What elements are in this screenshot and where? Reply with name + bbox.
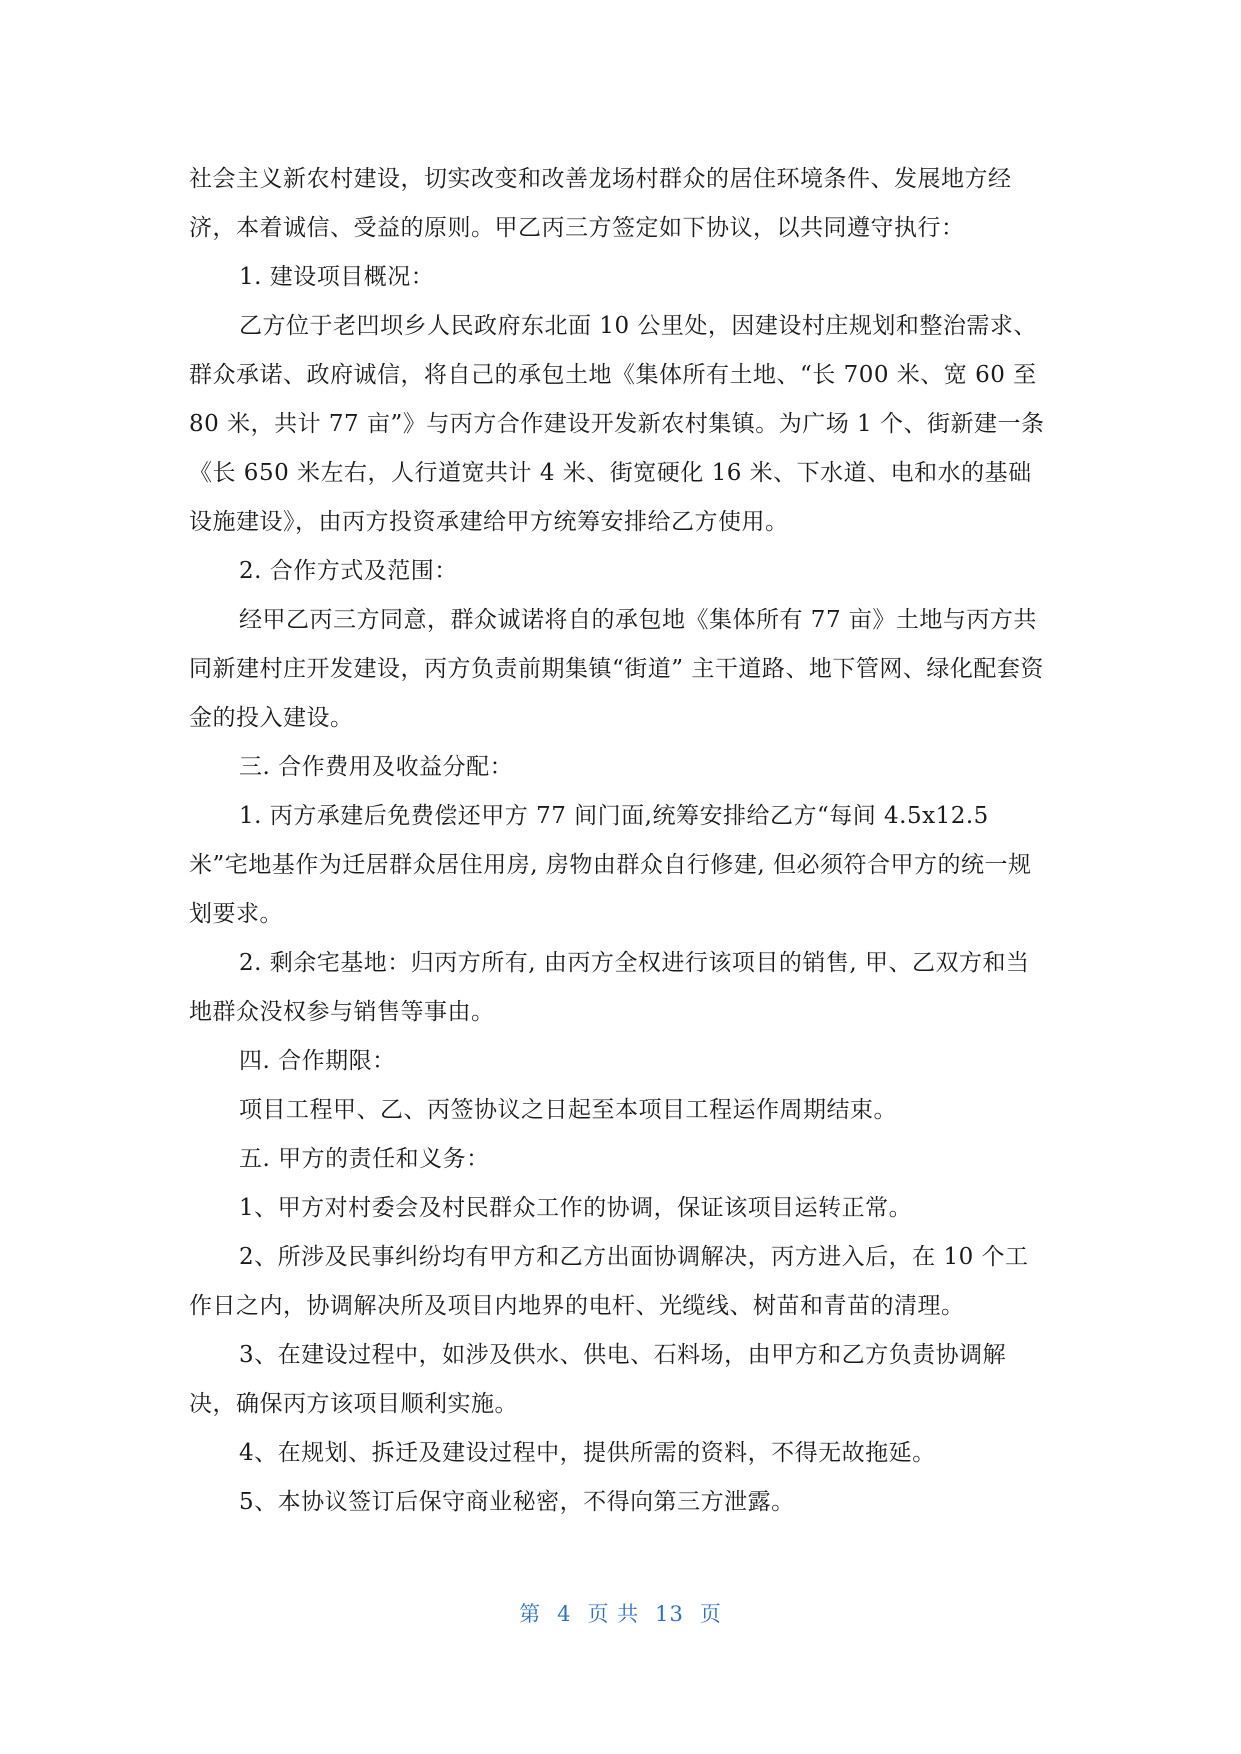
page-label-middle: 页 共 (587, 1602, 640, 1626)
paragraph: 乙方位于老凹坝乡人民政府东北面 10 公里处，因建设村庄规划和整治需求、群众承诺、政府诚信，将自己的承包土地《集体所有土地、“长 700 米、宽 60 至 80 米，共计 77 亩”》与丙方合作建设开发新农村集镇。为广场 1 个、街新建一条《长 650 米左右，人行道宽共计 4 米、街宽硬化 16 米、下水道、电和水的基础设施建设》，由丙方投资承建给甲方统筹安排给乙方使用。 (189, 313, 1045, 535)
total-pages-number: 13 (655, 1602, 684, 1626)
paragraph: 2. 剩余宅基地：归丙方所有, 由丙方全权进行该项目的销售, 甲、乙双方和当地群众没权参与销售等事由。 (189, 950, 1030, 1025)
list-item: 2、所涉及民事纠纷均有甲方和乙方出面协调解决，丙方进入后，在 10 个工作日之内，协调解决所及项目内地界的电杆、光缆线、树苗和青苗的清理。 (189, 1244, 1029, 1319)
section-heading: 五. 甲方的责任和义务： (239, 1146, 490, 1172)
list-item: 1、甲方对村委会及村民群众工作的协调，保证该项目运转正常。 (239, 1195, 913, 1221)
section-heading: 四. 合作期限： (239, 1048, 396, 1074)
list-item: 3、在建设过程中，如涉及供水、供电、石料场，由甲方和乙方负责协调解决，确保丙方该项目顺利实施。 (189, 1342, 1007, 1417)
paragraph: 项目工程甲、乙、丙签协议之日起至本项目工程运作周期结束。 (239, 1097, 897, 1123)
list-item: 5、本协议签订后保守商业秘密，不得向第三方泄露。 (239, 1489, 795, 1515)
section-heading: 2. 合作方式及范围： (239, 558, 458, 584)
paragraph: 经甲乙丙三方同意，群众诚诺将自的承包地《集体所有 77 亩》土地与丙方共同新建村庄开发建设，丙方负责前期集镇“街道” 主干道路、地下管网、绿化配套资金的投入建设。 (189, 607, 1044, 731)
page-number-footer (0, 1598, 1241, 1628)
list-item: 4、在规划、拆迁及建设过程中，提供所需的资料，不得无故拖延。 (239, 1440, 936, 1466)
page-label-prefix: 第 (519, 1602, 542, 1626)
section-heading: 三. 合作费用及收益分配： (239, 754, 514, 780)
paragraph: 1. 丙方承建后免费偿还甲方 77 间门面,统筹安排给乙方“每间 4.5x12.5 米”宅地基作为迁居群众居住用房, 房物由群众自行修建, 但必须符合甲方的统一规划要求。 (189, 803, 1032, 927)
document-body (189, 155, 1049, 1527)
page-label-suffix: 页 (699, 1602, 722, 1626)
current-page-number: 4 (557, 1602, 572, 1626)
paragraph: 社会主义新农村建设，切实改变和改善龙场村群众的居住环境条件、发展地方经济，本着诚信、受益的原则。甲乙丙三方签定如下协议，以共同遵守执行： (189, 166, 1012, 241)
section-heading: 1. 建设项目概况： (239, 264, 435, 290)
